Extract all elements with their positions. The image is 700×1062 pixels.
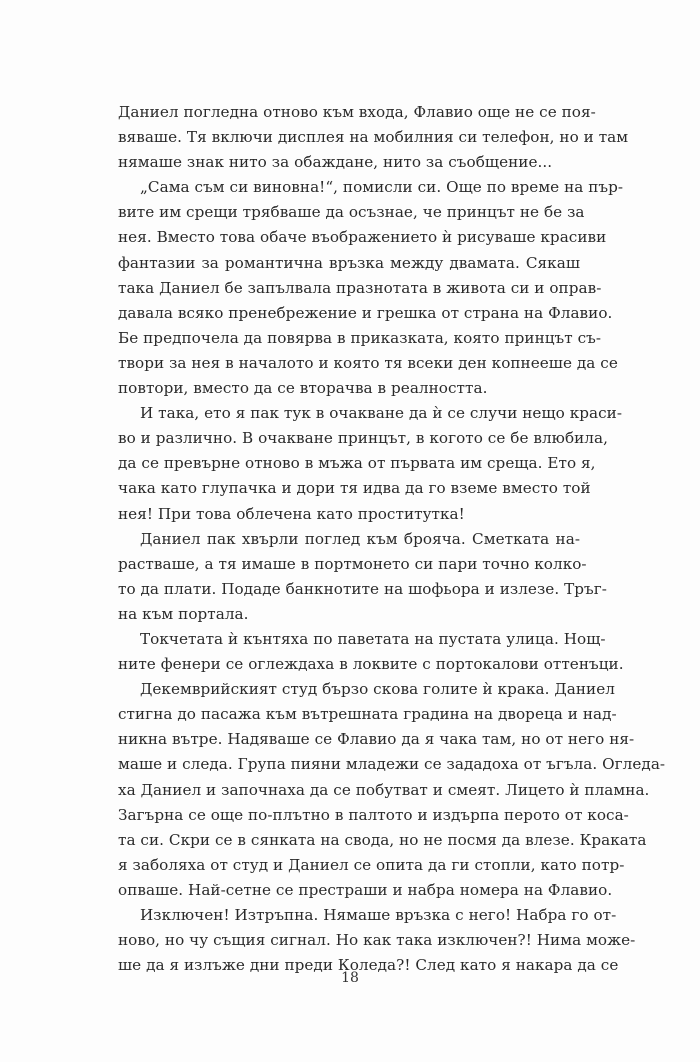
text-line: Даниел пак хвърли поглед към брояча. Сметката на- bbox=[140, 529, 580, 548]
text-line: никна вътре. Надяваше се Флавио да я чака там, но от него ня- bbox=[118, 730, 635, 749]
text-line: я заболяха от студ и Даниел се опита да ги стопли, като потр- bbox=[118, 855, 625, 874]
text-line: чака като глупачка и дори тя идва да го вземе вместо той bbox=[118, 479, 591, 498]
text-line: „Сама съм си виновна!“, помисли си. Още по време на пър- bbox=[140, 178, 624, 197]
text-line: стигна до пасажа към вътрешната градина на двореца и над- bbox=[118, 705, 617, 724]
text-line: нея! При това облечена като проститутка! bbox=[118, 504, 465, 523]
text-line: Бе предпочела да повярва в приказката, която принцът съ- bbox=[118, 328, 602, 347]
text-line: ха Даниел и започнаха да се побутват и смеят. Лицето ѝ пламна. bbox=[118, 780, 650, 799]
text-line: маше и следа. Група пияни младежи се зададоха от ъгъла. Огледа- bbox=[118, 755, 666, 774]
text-line: Даниел погледна отново към входа, Флавио още не се поя- bbox=[118, 103, 596, 121]
text-line: твори за нея в началото и която тя всеки ден копнееше да се bbox=[118, 353, 618, 372]
text-line: Токчетата ѝ кънтяха по паветата на пустата улица. Нощ- bbox=[140, 629, 606, 648]
body-text bbox=[118, 100, 666, 978]
text-line: така Даниел бе запълвала празнотата в живота си и оправ- bbox=[118, 278, 602, 297]
text-line: Декемврийският студ бързо скова голите ѝ крака. Даниел bbox=[140, 680, 615, 699]
text-line: ново, но чу същия сигнал. Но как така изключен?! Нима може- bbox=[118, 931, 636, 950]
text-line: нямаше знак нито за обаждане, нито за съобщение... bbox=[118, 153, 553, 172]
text-line: растваше, а тя имаше в портмонето си пари точно колко- bbox=[118, 554, 587, 573]
text-line: ните фенери се оглеждаха в локвите с портокалови оттенъци. bbox=[118, 655, 624, 674]
text-line: на към портала. bbox=[118, 604, 249, 623]
text-line: И така, ето я пак тук в очакване да ѝ се случи нещо краси- bbox=[140, 404, 623, 423]
text-line: опваше. Най-сетне се престраши и набра номера на Флавио. bbox=[118, 880, 613, 899]
text-line: то да плати. Подаде банкнотите на шофьора и излезе. Тръг- bbox=[118, 579, 607, 598]
text-line: повтори, вместо да се вторачва в реалността. bbox=[118, 379, 488, 398]
text-line: вяваше. Тя включи дисплея на мобилния си телефон, но и там bbox=[118, 128, 629, 147]
text-line: во и различно. В очакване принцът, в когото се бе влюбила, bbox=[118, 429, 608, 448]
text-line: Изключен! Изтръпна. Нямаше връзка с него! Набра го от- bbox=[140, 906, 617, 924]
text-line: да се превърне отново в мъжа от първата им среща. Ето я, bbox=[118, 454, 596, 473]
text-line: ше да я излъже дни преди Коледа?! След като я накара да се bbox=[118, 956, 619, 975]
page-number: 18 bbox=[341, 970, 359, 986]
text-line: Загърна се още по-плътно в палтото и издърпа перото от коса- bbox=[118, 805, 629, 824]
text-line: та си. Скри се в сянката на свода, но не посмя да влезе. Краката bbox=[118, 830, 647, 849]
text-line: давала всяко пренебрежение и грешка от страна на Флавио. bbox=[118, 303, 613, 322]
text-line: фантазии за романтична връзка между двамата. Сякаш bbox=[118, 253, 580, 272]
text-line: вите им срещи трябваше да осъзнае, че принцът не бе за bbox=[118, 203, 585, 222]
text-line: нея. Вместо това обаче въображението ѝ рисуваше красиви bbox=[118, 228, 607, 247]
